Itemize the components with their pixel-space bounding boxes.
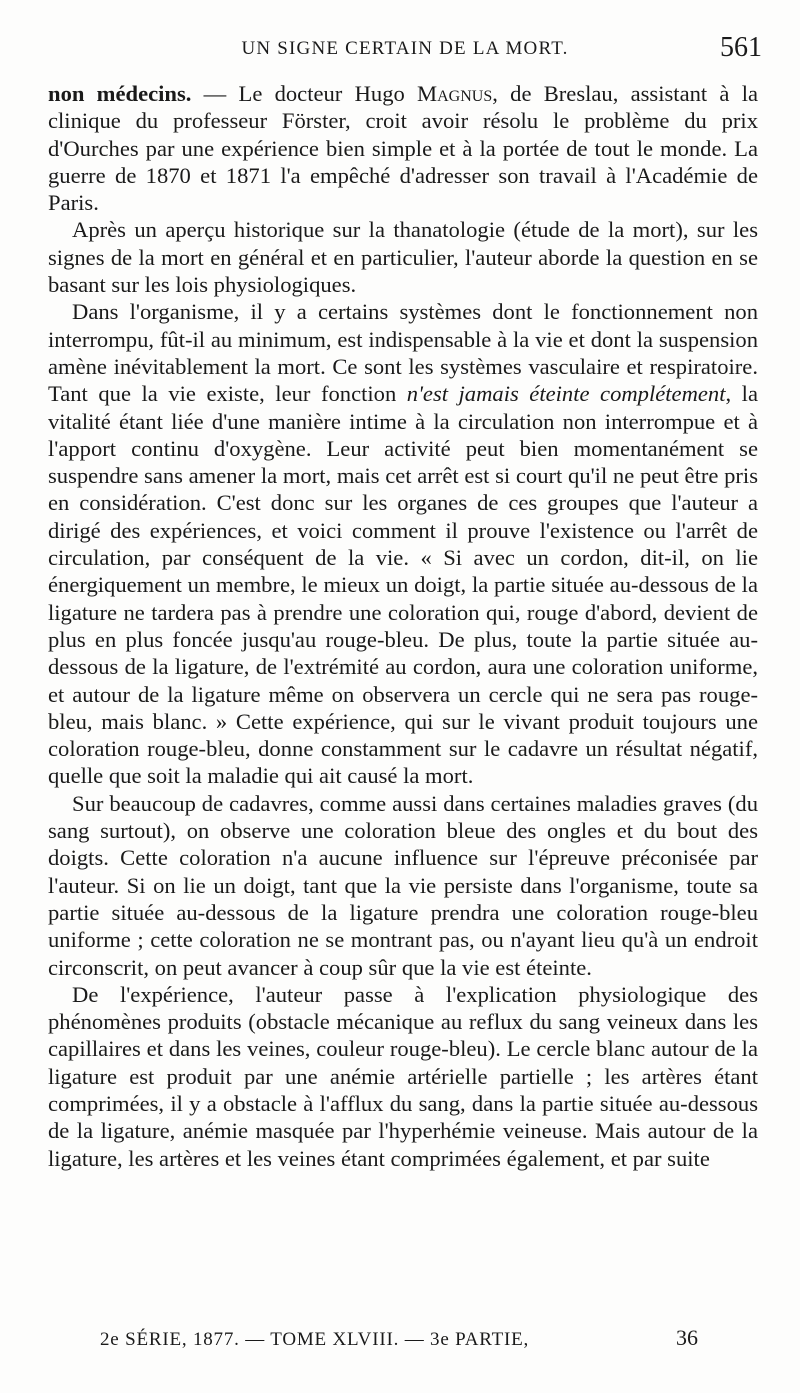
running-title: UN SIGNE CERTAIN DE LA MORT. xyxy=(241,38,569,59)
paragraph-1-text-a: — Le docteur Hugo xyxy=(191,81,418,106)
paragraph-2: Après un aperçu historique sur la thanatologie (étude de la mort), sur les signes de la mort en général et en particulier, l'auteur aborde la question en se basant sur les lois physiologiques. xyxy=(48,217,758,298)
author-name: Magnus xyxy=(417,81,493,106)
paragraph-1 xyxy=(48,80,758,216)
paragraph-5: De l'expérience, l'auteur passe à l'explication physiologique des phénomènes produits (obstacle mécanique au reflux du sang veineux dans les capillaires et dans les veines, couleur rouge-bleu). Le cercle blanc autour de la ligature est produit par une anémie artérielle partielle ; les artères étant comprimées, il y a obstacle à l'afflux du sang, dans la partie située au-dessous de la ligature, anémie masquée par l'hyperhémie veineuse. Mais autour de la ligature, les artères et les veines étant comprimées également, et par suite xyxy=(48,981,758,1171)
paragraph-3-text-b: , la vitalité étant liée d'une manière intime à la circulation non interrompue et à l'apport continu d'oxygène. Leur activité peut bien momentanément se suspendre sans amener la mort, mais cet arrêt est si court qu'il ne peut être pris en considération. C'est donc sur les organes de ces groupes que l'auteur a dirigé des expériences, et voici comment il prouve l'existence ou l'arrêt de circulation, par conséquent de la vie. « Si avec un cordon, dit-il, on lie énergiquement un membre, le mieux un doigt, la partie située au-dessous de la ligature ne tardera pas à prendre une coloration qui, rouge d'abord, devient de plus en plus foncée jusqu'au rouge-bleu. De plus, toute la partie située au-dessous de la ligature, de l'extrémité au cordon, aura une coloration uniforme, et autour de la ligature même on observera un cercle qui ne sera pas rouge-bleu, mais blanc. » Cette expérience, qui sur le vivant produit toujours une coloration rouge-bleu, donne constamment sur le cadavre un résultat négatif, quelle que soit la maladie qui ait causé la mort. xyxy=(48,381,758,789)
emphasis-text: n'est jamais éteinte complétement xyxy=(406,381,726,407)
paragraph-3-text-a: Dans l'organisme, il y a certains systèmes dont le fonctionnement non interrompu, fût-il au minimum, est indispensable à la vie et dont la suspension amène inévitablement la mort. Ce sont les systèmes vasculaire et respiratoire. Tant que la vie existe, leur fonction xyxy=(48,299,758,407)
page-number: 561 xyxy=(720,32,762,63)
page-footer xyxy=(100,1325,800,1355)
body-text xyxy=(48,80,758,1172)
lead-term: non médecins. xyxy=(48,81,192,106)
sheet-number: 36 xyxy=(676,1325,698,1350)
paragraph-3 xyxy=(48,298,758,789)
paragraph-4: Sur beaucoup de cadavres, comme aussi dans certaines maladies graves (du sang surtout), on observe une coloration bleue des ongles et du bout des doigts. Cette coloration n'a aucune influence sur l'épreuve préconisée par l'auteur. Si on lie un doigt, tant que la vie persiste dans l'organisme, toute sa partie située au-dessous de la ligature prendra une coloration rouge-bleu uniforme ; cette coloration ne se montrant pas, ou n'ayant lieu qu'à un endroit circonscrit, on peut avancer à coup sûr que la vie est éteinte. xyxy=(48,790,758,980)
running-head xyxy=(48,32,762,68)
paragraph-1-text-b: , de Breslau, assistant à la clinique du professeur Förster, croit avoir résolu le problème du prix d'Ourches par une expérience bien simple et à la portée de tout le monde. La guerre de 1870 et 1871 l'a empêché d'adresser son travail à l'Académie de Paris. xyxy=(48,81,758,216)
signature-line: 2e SÉRIE, 1877. — TOME XLVIII. — 3e PARTIE, xyxy=(100,1329,530,1350)
